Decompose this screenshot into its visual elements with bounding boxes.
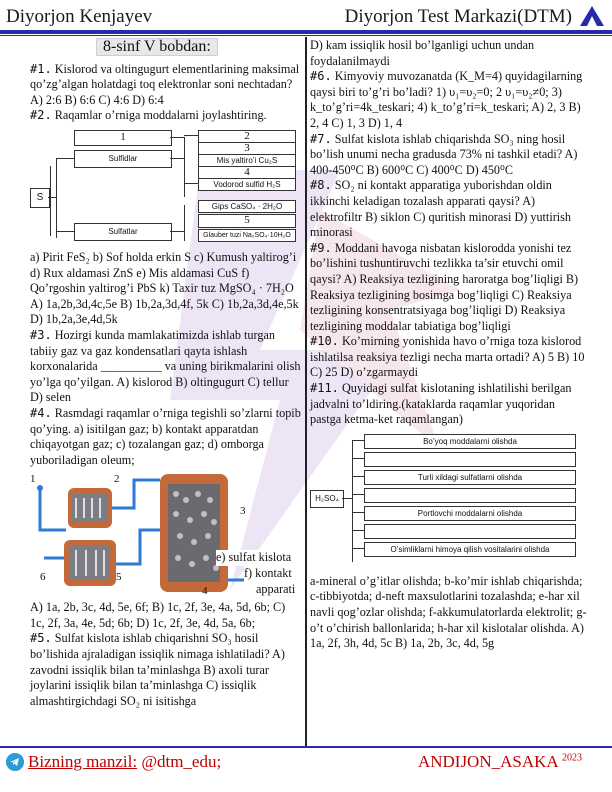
label-1: 1 bbox=[30, 473, 36, 486]
table-row-1: Bo’yoq moddalarni olishda bbox=[364, 434, 576, 449]
table-row-2 bbox=[364, 452, 576, 467]
blank-box-2: 2 bbox=[198, 130, 296, 143]
connector bbox=[56, 158, 74, 159]
connector bbox=[184, 183, 198, 184]
connector bbox=[56, 158, 57, 238]
q8-text: SO₂ ni kontakt apparatiga yuborishdan oldin ikkinchi keladigan tozalash apparati qaysi? bbox=[310, 178, 552, 208]
option-e-label: e) sulfat kislota bbox=[216, 550, 292, 565]
question-4 bbox=[30, 406, 302, 468]
h2so4-box: H₂SO₄ bbox=[310, 490, 344, 508]
label-3: 3 bbox=[240, 505, 246, 518]
q10-number: #10. bbox=[310, 334, 339, 349]
connector bbox=[352, 494, 364, 495]
vodorod-box: Vodorod sulfid H₂S bbox=[198, 178, 296, 191]
question-3 bbox=[30, 328, 302, 406]
connector bbox=[170, 137, 184, 138]
q4-number: #4. bbox=[30, 405, 52, 420]
blank-box-1: 1 bbox=[74, 130, 172, 146]
question-5 bbox=[30, 631, 302, 709]
connector bbox=[170, 158, 184, 159]
section-title: 8-sinf V bobdan: bbox=[96, 38, 218, 56]
q10-text: Ko’mirning yonishida havo o’rniga toza kislorod ishlatilsa reaksiya tezligi necha marta ortadi? bbox=[310, 334, 582, 364]
connector bbox=[352, 548, 364, 549]
right-column bbox=[310, 38, 588, 652]
q6-text: Kimyoviy muvozanatda (K_M=4) quyidagilarning qaysi biri to’g’ri bo’ladi? bbox=[310, 69, 583, 99]
q10-options: A) 5 B) 10 C) 25 D) o’zgarmaydi bbox=[310, 349, 585, 380]
q7-options: A) 400-450⁰C B) 600⁰C C) 400⁰C D) 450⁰C bbox=[310, 147, 578, 177]
connector bbox=[56, 231, 74, 232]
option-f-label-cont: apparati bbox=[256, 582, 296, 597]
q2-diagram bbox=[30, 128, 302, 244]
connector bbox=[50, 166, 51, 236]
connector bbox=[352, 476, 364, 477]
table-row-6 bbox=[364, 524, 576, 539]
glauber-box: Glauber tuzi Na₂SO₄·10H₂O bbox=[198, 229, 296, 242]
q11-list: a-mineral o’g’itlar olishda; b-ko’mir ishlab chiqarishda; c-tibbiyotda; d-neft maxsulotlarini tozalashda; e-har xil navli qog’ozlar olishda; f-akkumulatorlarda elektrolit; g-o’t o’chirish ballonlarida; h-har xil kislotalar olishda. bbox=[310, 573, 587, 635]
blank-box-5: 5 bbox=[198, 214, 296, 228]
table-row-3: Turli xildagi sulfatlarni olishda bbox=[364, 470, 576, 485]
gips-box: Gips CaSO₄ · 2H₂O bbox=[198, 200, 296, 213]
footer-location bbox=[418, 752, 582, 772]
address-label: Bizning manzil: bbox=[28, 752, 138, 771]
q5-text: Sulfat kislota ishlab chiqarishni SO₃ hosil bo’lishida ajraladigan issiqlik nimaga ishlatiladi? bbox=[30, 631, 270, 662]
sulfatlar-box: Sulfatlar bbox=[74, 223, 172, 241]
connector bbox=[48, 197, 56, 198]
table-row-5: Portlovchi moddalarni olishda bbox=[364, 506, 576, 521]
author-name: Diyorjon Kenjayev bbox=[6, 6, 153, 27]
footer-rule bbox=[0, 746, 612, 748]
question-1 bbox=[30, 62, 302, 109]
q7-number: #7. bbox=[310, 131, 332, 146]
telegram-handle-link[interactable]: @dtm_edu; bbox=[141, 752, 222, 771]
label-5: 5 bbox=[116, 571, 122, 584]
option-f-label: f) kontakt bbox=[244, 566, 292, 581]
year-text: 2023 bbox=[562, 752, 582, 764]
q6-items: 1) υ₁=υ₂=0; 2 υ₁=υ₂≠0; 3) k_to’g’ri=4k_teskari; 4) k_to’g’ri=k_teskari; bbox=[310, 84, 562, 115]
q11-number: #11. bbox=[310, 381, 339, 396]
q6-number: #6. bbox=[310, 69, 332, 84]
footer-address bbox=[28, 752, 221, 772]
q6-options: A) 2, 3 B) 2, 4 C) 1, 3 D) 1, 4 bbox=[310, 100, 581, 130]
question-8 bbox=[310, 178, 588, 240]
q9-number: #9. bbox=[310, 240, 332, 255]
q1-number: #1. bbox=[30, 61, 52, 76]
connector bbox=[184, 137, 185, 197]
q3-options: A) kislorod B) oltingugurt C) tellur D) selen bbox=[30, 374, 289, 405]
table-row-4 bbox=[364, 488, 576, 503]
q7-text: Sulfat kislota ishlab chiqarishda SO₃ ning hosil bo’lish unumi necha gradusda 73% ni tashkil etadi? bbox=[310, 131, 566, 162]
q2-list: a) Pirit FeS₂ b) Sof holda erkin S c) Kumush yaltirog’i d) Rux aldamasi ZnS e) Mis aldamasi CuS f) Qo’rgoshin yaltirog’i PbS k) Taxir tuz MgSO₄ · 7H₂O bbox=[30, 249, 297, 296]
connector bbox=[342, 498, 352, 499]
s-box: S bbox=[30, 188, 50, 208]
q5-option-ab: A) zavodni issiqlik bilan ta’minlashga B) axoli turar joylarini issiqlik bilan ta’minlashga bbox=[30, 647, 285, 693]
connector bbox=[184, 205, 185, 241]
q5-option-d: D) kam issiqlik hosil bo’lganligi uchun undan foydalanilmaydi bbox=[310, 38, 535, 68]
q2-options: A) 1a,2b,3d,4c,5e B) 1b,2a,3d,4f, 5k C) 1b,2a,3d,4e,5k D) 1b,2a,3e,4d,5k bbox=[30, 296, 299, 327]
header-rule-thin bbox=[0, 35, 612, 36]
connector bbox=[170, 231, 184, 232]
q11-choices bbox=[310, 574, 588, 652]
q4-apparatus-diagram bbox=[30, 470, 302, 598]
question-2 bbox=[30, 108, 302, 124]
q8-number: #8. bbox=[310, 178, 332, 193]
q5-option-c: C) issiqlik almashtirgichdagi SO₂ ni isitishga bbox=[30, 678, 257, 708]
q9-options: A) Reaksiya tezligining haroratga bog’liqligi B) Reaksiya tezligining bosimga bog’liqligi C) Reaksiya tezligining konsentratsiyaga bog’liqligi D) Reaksiya tezligining moddalar tabiatiga bog’liqligi bbox=[310, 271, 579, 333]
page-header bbox=[0, 0, 612, 32]
connector bbox=[352, 440, 364, 441]
q1-options: A) 2:6 B) 6:6 C) 4:6 D) 6:4 bbox=[30, 92, 164, 107]
header-rule bbox=[0, 30, 612, 34]
connector bbox=[184, 135, 198, 136]
question-11 bbox=[310, 381, 588, 428]
q11-text: Quyidagi sulfat kislotaning ishlatilishi berilgan jadvalni to’ldiring.(kataklarda raqamlar yuqoridan pastga ketma-ket raqamlangan) bbox=[310, 381, 572, 427]
q5-number: #5. bbox=[30, 631, 52, 646]
q2-text: Raqamlar o’rniga moddalarni joylashtiring. bbox=[54, 108, 267, 123]
q11-table-diagram bbox=[310, 432, 588, 568]
mis-box: Mis yaltiro’i Cu₂S bbox=[198, 154, 296, 167]
label-4: 4 bbox=[202, 585, 208, 598]
q8-options: A) elektrofiltr B) siklon C) quritish minorasi D) yuttirish minorasi bbox=[310, 193, 571, 240]
q1-text: Kislorod va oltingugurt elementlarining maksimal qo’zg’algan holatdagi toq elektronlar soni nechtadan? bbox=[30, 61, 300, 92]
question-10 bbox=[310, 334, 588, 381]
sulfidlar-box: Sulfidlar bbox=[74, 150, 172, 168]
connector bbox=[352, 512, 364, 513]
connector bbox=[352, 458, 364, 459]
dtm-logo-icon bbox=[578, 4, 606, 28]
location-text: ANDIJON_ASAKA bbox=[417, 752, 558, 771]
q4-choices bbox=[30, 600, 302, 631]
q2-number: #2. bbox=[30, 108, 52, 123]
q4-text: Rasmdagi raqamlar o’rniga tegishli so’zlarni topib qo’ying. a) isitilgan gaz; b) kontakt apparatdan chiqayotgan gaz; c) tozalangan gaz; d) omborga yuboriladigan oleum; bbox=[30, 405, 301, 467]
q2-choices bbox=[30, 250, 302, 328]
label-6: 6 bbox=[40, 571, 46, 584]
column-divider bbox=[305, 37, 307, 746]
q9-text: Moddani havoga nisbatan kislorodda yonishi tez bo’lishini tushuntiruvchi tezlikka ta’sir etuvchi omil qaysi? bbox=[310, 240, 572, 286]
center-name: Diyorjon Test Markazi(DTM) bbox=[344, 6, 572, 27]
table-row-7: O’simliklarni himoya qilish vositalarini olishda bbox=[364, 542, 576, 557]
page-footer bbox=[0, 746, 612, 792]
q11-options: A) 1a, 2f, 3h, 4d, 5c B) 1a, 2b, 3c, 4d, 5g bbox=[310, 620, 584, 651]
telegram-icon bbox=[6, 753, 24, 771]
blank-box-3: 3 bbox=[198, 142, 296, 155]
connector bbox=[352, 530, 364, 531]
label-2: 2 bbox=[114, 473, 120, 486]
question-6 bbox=[310, 69, 588, 131]
q4-options: A) 1a, 2b, 3c, 4d, 5e, 6f; B) 1c, 2f, 3e, 4a, 5d, 6b; C) 1c, 2f, 3a, 4e, 5d; 6b; D) 1c, 2f, 3e, 4d, 5a, 6b; bbox=[30, 600, 286, 630]
blank-box-4: 4 bbox=[198, 166, 296, 179]
q3-text: Hozirgi kunda mamlakatimizda ishlab turgan tabiiy gaz va gaz kondensatlari qayta ishlash korxonalarida __________ va uning birikmalarini olish yo’lga qo’yilgan. bbox=[30, 327, 301, 389]
left-column bbox=[30, 38, 302, 709]
q3-number: #3. bbox=[30, 327, 52, 342]
question-9 bbox=[310, 241, 588, 335]
question-7 bbox=[310, 132, 588, 179]
